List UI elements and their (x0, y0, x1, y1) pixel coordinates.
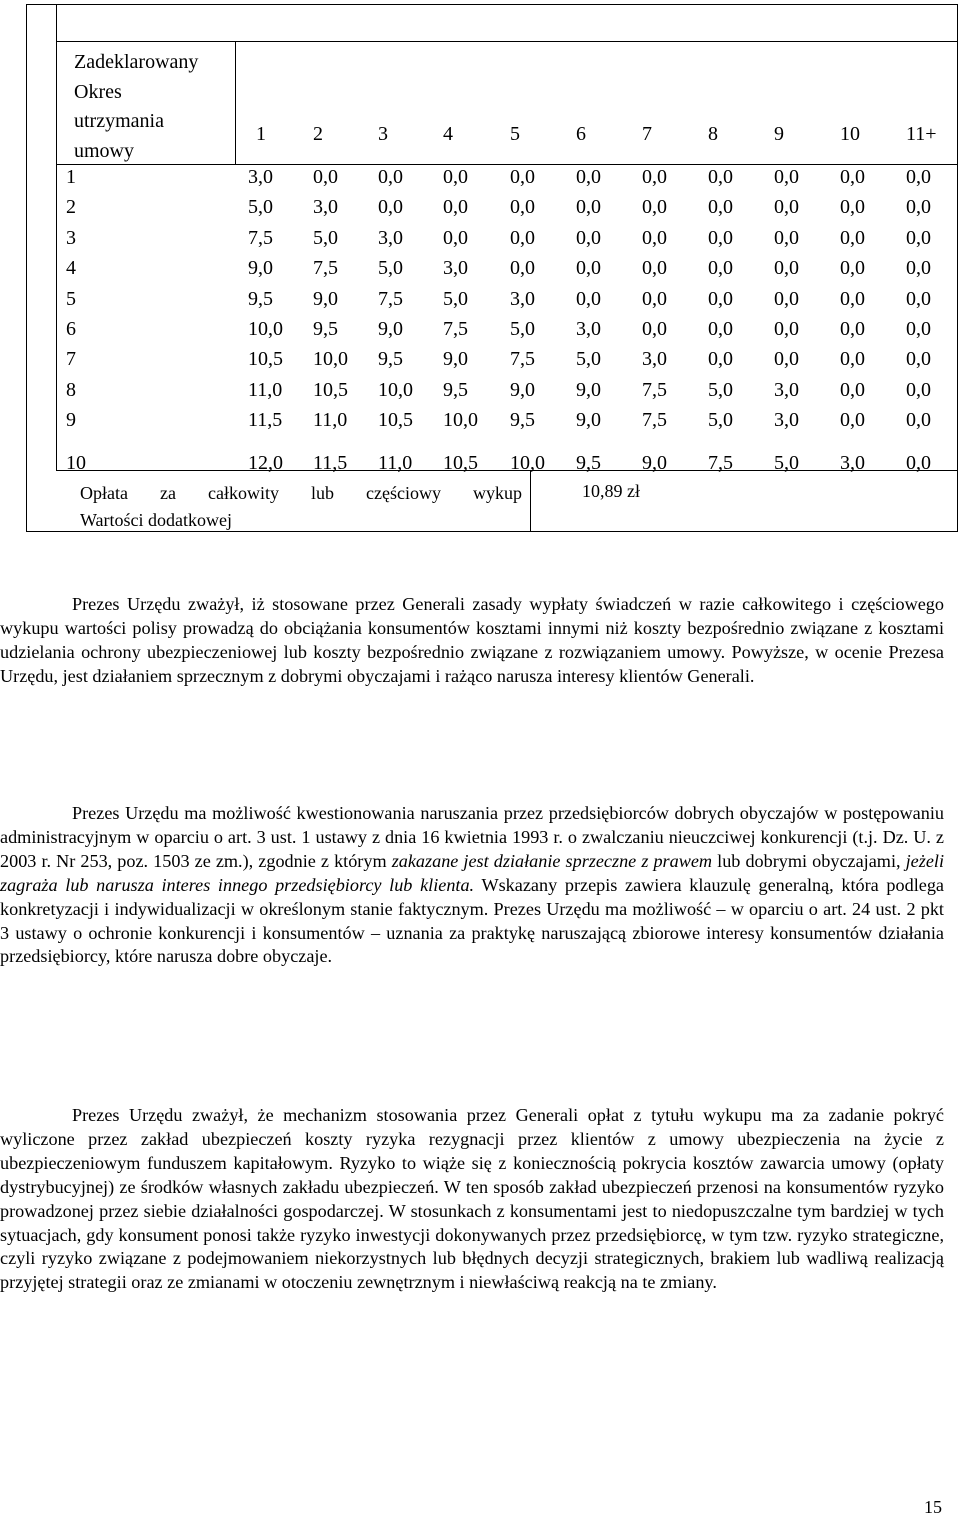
table-cell: 5,0 (248, 196, 273, 219)
table-cell: 12,0 (248, 451, 283, 474)
table-cell: 3,0 (248, 166, 273, 188)
paragraph-2-text (0, 802, 944, 969)
table-cell: 0,0 (906, 226, 931, 249)
table-footer-divider (530, 470, 531, 532)
table-cell: 0,0 (840, 378, 865, 401)
table-cell: 3,0 (774, 409, 799, 432)
row-label: 1 (66, 166, 76, 188)
table-cell: 9,0 (443, 348, 468, 371)
footer-label-line1: Opłata za całkowity lub częściowy wykup (80, 483, 522, 503)
table-cell: 5,0 (510, 318, 535, 340)
column-header: 5 (510, 123, 520, 145)
header-label-line: umowy (74, 139, 134, 162)
column-header: 1 (256, 123, 266, 145)
table-cell: 0,0 (642, 287, 667, 310)
header-label-line: utrzymania (74, 110, 164, 132)
column-header: 6 (576, 123, 586, 145)
table-cell: 5,0 (313, 226, 338, 249)
table-cell: 9,5 (313, 318, 338, 340)
table-cell: 10,5 (443, 451, 478, 474)
paragraph-1 (0, 593, 944, 689)
table-cell: 0,0 (906, 451, 931, 474)
header-label-line: Zadeklarowany (74, 51, 199, 73)
table-cell: 3,0 (313, 196, 338, 219)
row-label: 3 (66, 226, 76, 249)
table-footer-value: 10,89 zł (582, 481, 640, 501)
row-label: 2 (66, 196, 76, 219)
table-cell: 0,0 (840, 287, 865, 310)
table-cell: 7,5 (313, 257, 338, 280)
column-header: 2 (313, 123, 323, 145)
table-cell: 9,0 (576, 409, 601, 432)
table-cell: 0,0 (443, 166, 468, 188)
table-cell: 3,0 (443, 257, 468, 280)
table-cell: 0,0 (906, 409, 931, 432)
table-cell: 5,0 (708, 378, 733, 401)
table-cell: 10,0 (510, 451, 545, 474)
table-cell: 7,5 (510, 348, 535, 371)
table-cell: 0,0 (576, 287, 601, 310)
table-cell: 0,0 (840, 318, 865, 340)
table-cell: 3,0 (774, 378, 799, 401)
table-cell: 10,0 (313, 348, 348, 371)
table-cell: 0,0 (576, 226, 601, 249)
table-cell: 0,0 (906, 348, 931, 371)
table-cell: 0,0 (642, 166, 667, 188)
table-cell: 3,0 (840, 451, 865, 474)
table-cell: 5,0 (708, 409, 733, 432)
p2-italic-2: jeżeli zagraża lub narusza interes innego przedsiębiorcy lub klienta. (0, 850, 945, 895)
column-header: 7 (642, 123, 652, 145)
table-cell: 0,0 (840, 257, 865, 280)
table-cell: 3,0 (378, 226, 403, 249)
table-cell: 9,0 (378, 318, 403, 340)
row-label: 8 (66, 378, 76, 401)
table-cell: 7,5 (642, 409, 667, 432)
table-cell: 0,0 (774, 348, 799, 371)
table-cell: 0,0 (313, 166, 338, 188)
table-cell: 0,0 (642, 257, 667, 280)
table-cell: 10,0 (443, 409, 478, 432)
table-cell: 0,0 (708, 257, 733, 280)
column-header: 11+ (906, 123, 937, 145)
table-cell: 7,5 (708, 451, 733, 474)
column-header: 10 (840, 123, 860, 145)
table-cell: 10,5 (378, 409, 413, 432)
table-cell: 0,0 (840, 196, 865, 219)
table-cell: 0,0 (840, 348, 865, 371)
table-cell: 11,5 (313, 451, 348, 474)
table-cell: 9,5 (443, 378, 468, 401)
table-cell: 0,0 (642, 226, 667, 249)
paragraph-3-text: Prezes Urzędu zważył, że mechanizm stosowania przez Generali opłat z tytułu wykupu ma za zadanie pokryć wyliczone przez zakład ubezpieczeń koszty ryzyka rezygnacji przez klientów z umowy ubezpieczenia na życie z ubezpieczeniowym funduszem kapitałowym. Ryzyko to wiąże się z koniecznością pokrycia kosztów zawarcia umowy (opłaty dystrybucyjnej) ze środków własnych zakładu ubezpieczeń. W ten sposób zakład ubezpieczeń przenosi na konsumentów ryzyko prowadzonej przez siebie działalności gospodarczej. W stosunkach z konsumentami jest to niedopuszczalne tym bardziej w tych sytuacjach, gdy konsument ponosi także ryzyko inwestycji dokonywanych przez przedsiębiorcę, w tym tzw. ryzyko strategiczne, czyli ryzyko związane z podejmowaniem niekorzystnych lub błędnych decyzji strategicznych, brakiem lub wadliwą realizacją przyjętej strategii oraz ze zmianami w otoczeniu zewnętrznym i niewłaściwą reakcją na te zmiany. (0, 1105, 944, 1293)
table-cell: 0,0 (642, 318, 667, 340)
table-cell: 9,5 (248, 287, 273, 310)
table-cell: 5,0 (576, 348, 601, 371)
table-cell: 11,0 (378, 451, 413, 474)
column-header: 3 (378, 123, 388, 145)
table-cell: 11,0 (248, 378, 283, 401)
table-cell: 0,0 (774, 318, 799, 340)
p2-part-c: Wskazany przepis zawiera klauzulę generalną, która podlega konkretyzacji i indywidualizacji w określonym stanie faktycznym. Prezes Urzędu ma możliwość – w oparciu o art. 24 ust. 2 pkt 3 ustawy o ochronie konkurencji i konsumentów – uznania za praktykę naruszającą zbiorowe interesy konsumentów działania przedsiębiorcy, które narusza dobre obyczaje. (0, 874, 944, 967)
table-cell: 0,0 (510, 226, 535, 249)
table-cell: 0,0 (906, 196, 931, 219)
row-label: 10 (66, 451, 86, 474)
table-top-empty-row (56, 4, 958, 42)
table-cell: 0,0 (443, 196, 468, 219)
table-cell: 0,0 (840, 409, 865, 432)
paragraph-2 (0, 802, 944, 969)
paragraph-3 (0, 1104, 944, 1295)
table-cell: 3,0 (576, 318, 601, 340)
table-cell: 0,0 (708, 226, 733, 249)
p2-italic-1: zakazane jest działanie sprzeczne z prawem (391, 850, 713, 871)
row-label: 7 (66, 348, 76, 371)
p2-part-b: lub dobrymi obyczajami, (712, 850, 906, 871)
table-cell: 10,5 (313, 378, 348, 401)
table-cell: 0,0 (576, 257, 601, 280)
table-cell: 7,5 (443, 318, 468, 340)
table-footer-label (80, 480, 522, 534)
table-cell: 0,0 (378, 196, 403, 219)
table-cell: 0,0 (774, 196, 799, 219)
table-cell: 9,0 (510, 378, 535, 401)
table-cell: 0,0 (906, 287, 931, 310)
page-number: 15 (924, 1497, 942, 1517)
header-label-line: Okres (74, 80, 122, 103)
row-label: 4 (66, 257, 76, 280)
table-cell: 3,0 (510, 287, 535, 310)
table-cell: 0,0 (906, 318, 931, 340)
table-cell: 0,0 (576, 196, 601, 219)
table-cell: 9,0 (642, 451, 667, 474)
table-cell: 5,0 (443, 287, 468, 310)
table-cell: 7,5 (378, 287, 403, 310)
table-cell: 0,0 (906, 166, 931, 188)
table-cell: 9,0 (248, 257, 273, 280)
table-left-inner-border (56, 4, 57, 470)
table-cell: 0,0 (708, 196, 733, 219)
table-cell: 0,0 (576, 166, 601, 188)
paragraph-1-text: Prezes Urzędu zważył, iż stosowane przez Generali zasady wypłaty świadczeń w razie całkowitego i częściowego wykupu wartości polisy prowadzą do obciążania konsumentów kosztami innymi niż koszty bezpośrednio związane z kosztami udzielania ochrony ubezpieczeniowej lub koszty bezpośrednio związane z rozwiązaniem umowy. Powyższe, w ocenie Prezesa Urzędu, jest działaniem sprzecznym z dobrymi obyczajami i rażąco narusza interesy klientów Generali. (0, 594, 944, 686)
footer-label-line2: Wartości dodatkowej (80, 510, 233, 530)
table-cell: 0,0 (906, 378, 931, 401)
table-cell: 7,5 (642, 378, 667, 401)
table-cell: 11,0 (313, 409, 348, 432)
column-header: 9 (774, 123, 784, 145)
table-cell: 10,5 (248, 348, 283, 371)
column-header: 4 (443, 123, 453, 145)
table-cell: 7,5 (248, 226, 273, 249)
table-cell: 0,0 (642, 196, 667, 219)
table-cell: 0,0 (774, 166, 799, 188)
table-cell: 9,5 (510, 409, 535, 432)
row-label: 5 (66, 287, 76, 310)
column-header: 8 (708, 123, 718, 145)
table-cell: 0,0 (774, 226, 799, 249)
table-cell: 3,0 (642, 348, 667, 371)
table-cell: 11,5 (248, 409, 283, 432)
table-footer-top-border (56, 470, 958, 471)
row-label: 6 (66, 318, 76, 340)
table-cell: 9,0 (313, 287, 338, 310)
table-cell: 0,0 (774, 287, 799, 310)
table-cell: 0,0 (443, 226, 468, 249)
row-label: 9 (66, 409, 76, 432)
table-cell: 0,0 (708, 348, 733, 371)
table-cell: 0,0 (906, 257, 931, 280)
table-cell: 0,0 (510, 196, 535, 219)
p2-part-a: Prezes Urzędu ma możliwość kwestionowania naruszania przez przedsiębiorców dobrych obyczajów w postępowaniu administracyjnym w oparciu o art. 3 ust. 1 ustawy z dnia 16 kwietnia 1993 r. o zwalczaniu nieuczciwej konkurencji (t.j. Dz. U. z 2003 r. Nr 253, poz. 1503 ze zm.), zgodnie z którym (0, 803, 944, 871)
table-cell: 9,0 (576, 378, 601, 401)
table-cell: 0,0 (378, 166, 403, 188)
table-cell: 10,0 (248, 318, 283, 340)
table-cell: 0,0 (708, 318, 733, 340)
table-cell: 0,0 (708, 287, 733, 310)
table-cell: 0,0 (708, 166, 733, 188)
table-cell: 10,0 (378, 378, 413, 401)
table-cell: 0,0 (840, 166, 865, 188)
table-cell: 0,0 (774, 257, 799, 280)
table-header-label (74, 48, 244, 166)
table-cell: 9,5 (378, 348, 403, 371)
table-cell: 9,5 (576, 451, 601, 474)
table-cell: 0,0 (510, 257, 535, 280)
table-cell: 5,0 (378, 257, 403, 280)
table-cell: 0,0 (510, 166, 535, 188)
table-cell: 5,0 (774, 451, 799, 474)
table-cell: 0,0 (840, 226, 865, 249)
